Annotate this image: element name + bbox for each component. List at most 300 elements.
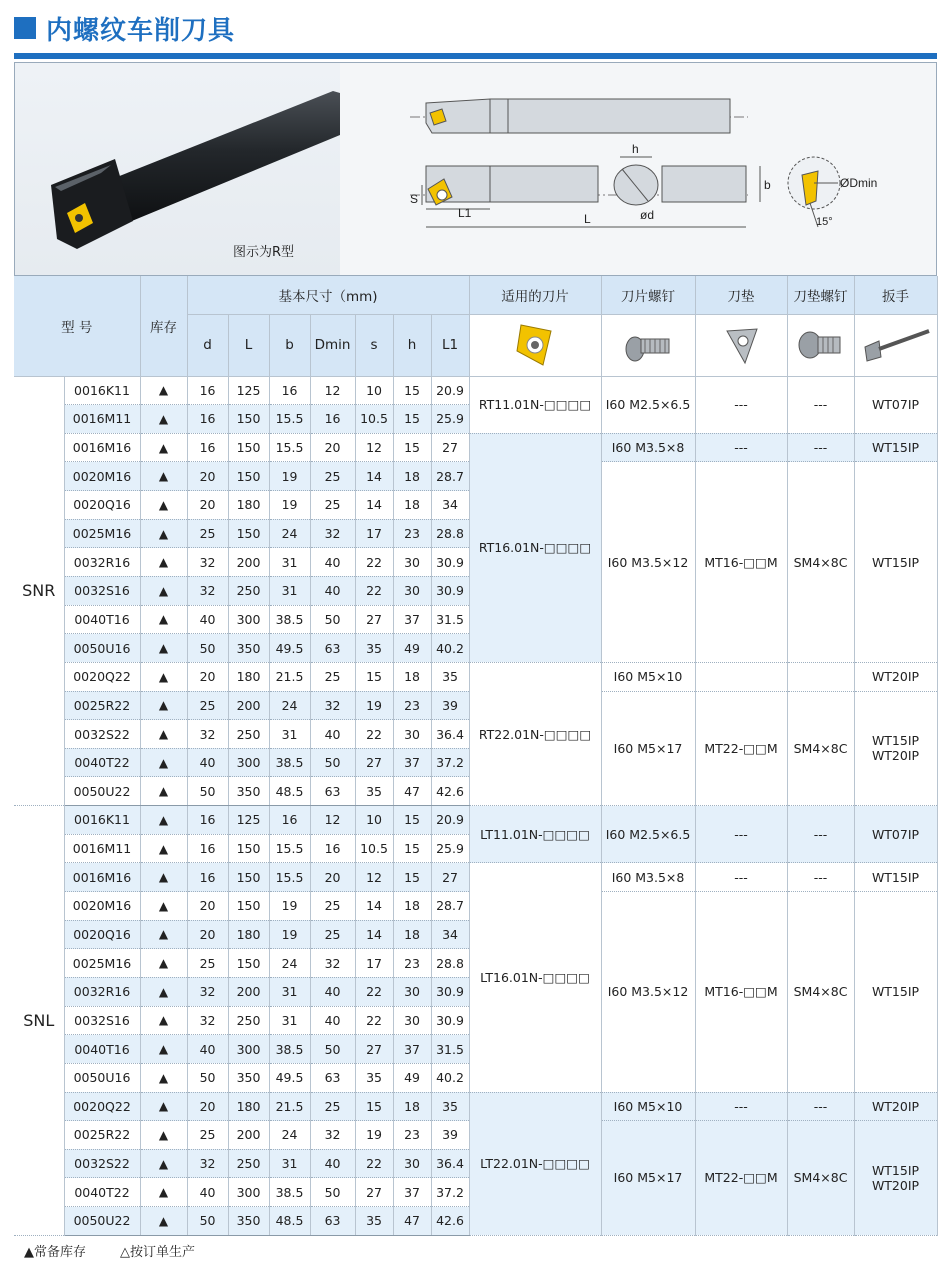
insert-cell: RT16.01N-□□□□	[469, 433, 601, 662]
dim-l1: 36.4	[431, 720, 469, 749]
shim-cell: MT22-□□M	[695, 691, 787, 806]
dim-dmin: 20	[310, 433, 355, 462]
dim-s: 22	[355, 576, 393, 605]
dim-d: 16	[187, 863, 228, 892]
dim-d-label: ød	[640, 208, 655, 222]
dim-l1-label: L1	[458, 206, 472, 220]
dim-b: 31	[269, 977, 310, 1006]
dim-dmin: 32	[310, 691, 355, 720]
model-cell: 0050U22	[64, 777, 140, 806]
stock-cell: ▲	[140, 892, 187, 921]
dim-b: 16	[269, 806, 310, 835]
stock-cell: ▲	[140, 1178, 187, 1207]
col-s: s	[355, 314, 393, 376]
dim-dmin: 63	[310, 634, 355, 663]
dim-h: 47	[393, 1207, 431, 1236]
dim-l: 300	[228, 1035, 269, 1064]
dim-d: 32	[187, 977, 228, 1006]
model-cell: 0025R22	[64, 1121, 140, 1150]
dim-l1: 35	[431, 662, 469, 691]
dim-b: 21.5	[269, 662, 310, 691]
dim-b: 19	[269, 920, 310, 949]
model-cell: 0016M11	[64, 834, 140, 863]
screw-icon	[623, 325, 673, 365]
dim-l: 150	[228, 892, 269, 921]
legend-to-order: △按订单生产	[120, 1245, 195, 1260]
shim-icon	[717, 323, 765, 367]
col-dims-group: 基本尺寸（mm)	[187, 276, 469, 314]
dim-d: 16	[187, 376, 228, 405]
dim-l: 125	[228, 376, 269, 405]
insert-cell: RT11.01N-□□□□	[469, 376, 601, 433]
dim-l1: 20.9	[431, 806, 469, 835]
stock-cell: ▲	[140, 691, 187, 720]
model-cell: 0020Q22	[64, 1092, 140, 1121]
model-cell: 0020Q16	[64, 491, 140, 520]
dim-dmin: 40	[310, 576, 355, 605]
dim-dmin: 25	[310, 662, 355, 691]
photo-caption: 图示为R型	[233, 245, 295, 260]
stock-cell: ▲	[140, 1035, 187, 1064]
dim-d: 50	[187, 634, 228, 663]
shim-screw-cell	[787, 662, 854, 691]
dim-l1: 25.9	[431, 405, 469, 434]
dim-d: 25	[187, 691, 228, 720]
wrench-cell	[854, 1121, 937, 1236]
insert-cell: LT22.01N-□□□□	[469, 1092, 601, 1235]
dim-h: 15	[393, 433, 431, 462]
model-cell: 0040T22	[64, 1178, 140, 1207]
stock-cell: ▲	[140, 376, 187, 405]
stock-cell: ▲	[140, 720, 187, 749]
dim-l: 250	[228, 720, 269, 749]
page-title-bar	[14, 8, 235, 48]
wrench-cell	[854, 691, 937, 806]
dim-d: 16	[187, 834, 228, 863]
dimension-drawing-icon	[340, 63, 936, 275]
page-title: 内螺纹车削刀具	[46, 15, 236, 46]
shim-cell: ---	[695, 1092, 787, 1121]
dim-l: 150	[228, 462, 269, 491]
dim-dmin: 63	[310, 1207, 355, 1236]
col-l1: L1	[431, 314, 469, 376]
dim-dmin: 40	[310, 720, 355, 749]
shim-screw-cell: ---	[787, 1092, 854, 1121]
dim-b: 15.5	[269, 405, 310, 434]
dim-l1: 42.6	[431, 777, 469, 806]
dim-b: 38.5	[269, 748, 310, 777]
dim-h: 15	[393, 863, 431, 892]
shim-screw-cell: ---	[787, 433, 854, 462]
dim-s: 14	[355, 892, 393, 921]
dim-b: 38.5	[269, 605, 310, 634]
dim-dmin: 50	[310, 1178, 355, 1207]
dim-l1: 28.8	[431, 949, 469, 978]
product-figure	[14, 62, 937, 276]
stock-cell: ▲	[140, 1149, 187, 1178]
dim-s: 22	[355, 548, 393, 577]
wrench-cell: WT15IP	[854, 892, 937, 1092]
series-snr: SNR	[14, 376, 64, 806]
dim-h: 30	[393, 720, 431, 749]
stock-cell: ▲	[140, 433, 187, 462]
dim-l1: 31.5	[431, 605, 469, 634]
dim-h: 15	[393, 376, 431, 405]
stock-cell: ▲	[140, 491, 187, 520]
dim-dmin: 20	[310, 863, 355, 892]
stock-cell: ▲	[140, 748, 187, 777]
dim-l: 150	[228, 949, 269, 978]
screw-cell: I60 M5×10	[601, 1092, 695, 1121]
dim-l1: 36.4	[431, 1149, 469, 1178]
dim-s: 12	[355, 863, 393, 892]
dim-h: 18	[393, 892, 431, 921]
wrench-cell: WT07IP	[854, 806, 937, 863]
shim-screw-cell: ---	[787, 863, 854, 892]
dim-s: 27	[355, 605, 393, 634]
dim-l1: 30.9	[431, 576, 469, 605]
dim-l1: 28.7	[431, 892, 469, 921]
dim-l: 200	[228, 548, 269, 577]
dim-d: 32	[187, 1006, 228, 1035]
dim-b: 38.5	[269, 1035, 310, 1064]
dim-l: 150	[228, 519, 269, 548]
legend-in-stock: ▲常备库存	[24, 1245, 86, 1260]
dim-s: 15	[355, 1092, 393, 1121]
shim-screw-cell: SM4×8C	[787, 462, 854, 662]
insert-image	[469, 314, 601, 376]
dim-s: 15	[355, 662, 393, 691]
dim-d: 32	[187, 548, 228, 577]
dim-b: 49.5	[269, 1063, 310, 1092]
screw-cell: I60 M3.5×12	[601, 462, 695, 662]
model-cell: 0016K11	[64, 376, 140, 405]
dim-l1: 30.9	[431, 548, 469, 577]
dim-h: 23	[393, 519, 431, 548]
dim-b: 24	[269, 519, 310, 548]
dim-s: 14	[355, 462, 393, 491]
screw-cell: I60 M2.5×6.5	[601, 806, 695, 863]
dim-l: 180	[228, 662, 269, 691]
shim-cell: ---	[695, 376, 787, 433]
screw-cell: I60 M5×17	[601, 1121, 695, 1236]
dim-dmin: 50	[310, 1035, 355, 1064]
dim-l: 180	[228, 1092, 269, 1121]
model-cell: 0050U16	[64, 634, 140, 663]
dim-d: 50	[187, 1063, 228, 1092]
stock-cell: ▲	[140, 634, 187, 663]
dim-s: 35	[355, 777, 393, 806]
dim-h: 18	[393, 920, 431, 949]
dim-d: 25	[187, 949, 228, 978]
dim-dmin: 16	[310, 405, 355, 434]
model-cell: 0032R16	[64, 548, 140, 577]
insert-cell: LT11.01N-□□□□	[469, 806, 601, 863]
dim-l1: 37.2	[431, 748, 469, 777]
dim-d: 50	[187, 1207, 228, 1236]
dim-l: 200	[228, 691, 269, 720]
screw-cell: I60 M3.5×8	[601, 433, 695, 462]
dim-l: 250	[228, 576, 269, 605]
model-cell: 0050U16	[64, 1063, 140, 1092]
angle-label: 15°	[816, 216, 833, 228]
model-cell: 0025R22	[64, 691, 140, 720]
dim-d: 16	[187, 405, 228, 434]
wrench-cell: WT15IP	[854, 462, 937, 662]
dim-s: 27	[355, 1035, 393, 1064]
dim-s: 35	[355, 1207, 393, 1236]
dim-dmin: 25	[310, 462, 355, 491]
stock-cell: ▲	[140, 1063, 187, 1092]
dim-s: 10.5	[355, 405, 393, 434]
dim-s: 22	[355, 1149, 393, 1178]
model-cell: 0020Q16	[64, 920, 140, 949]
dim-s-label: S	[410, 192, 419, 206]
screw-cell: I60 M5×10	[601, 662, 695, 691]
stock-cell: ▲	[140, 1006, 187, 1035]
dim-h: 18	[393, 462, 431, 491]
wrench-cell: WT15IP	[854, 433, 937, 462]
dim-h: 30	[393, 548, 431, 577]
dim-h: 18	[393, 491, 431, 520]
dim-h: 18	[393, 662, 431, 691]
dim-dmin: 12	[310, 806, 355, 835]
model-cell: 0025M16	[64, 949, 140, 978]
stock-cell: ▲	[140, 920, 187, 949]
wrench-cell: WT20IP	[854, 1092, 937, 1121]
legend	[24, 1241, 195, 1260]
dim-dmin: 40	[310, 977, 355, 1006]
dim-b: 48.5	[269, 777, 310, 806]
dim-l1: 39	[431, 691, 469, 720]
model-cell: 0016M16	[64, 433, 140, 462]
dim-l: 200	[228, 1121, 269, 1150]
screw-cell: I60 M3.5×8	[601, 863, 695, 892]
stock-cell: ▲	[140, 1092, 187, 1121]
model-cell: 0040T22	[64, 748, 140, 777]
dim-s: 19	[355, 691, 393, 720]
stock-cell: ▲	[140, 806, 187, 835]
dim-d: 32	[187, 1149, 228, 1178]
dim-dmin: 25	[310, 491, 355, 520]
screw-cell: I60 M2.5×6.5	[601, 376, 695, 433]
dim-d: 25	[187, 1121, 228, 1150]
dim-b: 24	[269, 691, 310, 720]
dim-h: 37	[393, 1035, 431, 1064]
dim-dmin: 50	[310, 605, 355, 634]
dim-b: 31	[269, 720, 310, 749]
dim-l1: 30.9	[431, 1006, 469, 1035]
dim-b: 48.5	[269, 1207, 310, 1236]
col-stock: 库存	[140, 276, 187, 376]
dim-l1: 40.2	[431, 634, 469, 663]
col-insert: 适用的刀片	[469, 276, 601, 314]
model-cell: 0032S22	[64, 720, 140, 749]
dim-b: 49.5	[269, 634, 310, 663]
stock-cell: ▲	[140, 462, 187, 491]
dim-l: 180	[228, 920, 269, 949]
dim-dmin: 40	[310, 548, 355, 577]
dim-l1: 35	[431, 1092, 469, 1121]
dim-l1: 28.7	[431, 462, 469, 491]
dim-s: 14	[355, 920, 393, 949]
wrench-icon	[859, 323, 933, 367]
dim-b: 31	[269, 1149, 310, 1178]
dim-d: 40	[187, 748, 228, 777]
spec-table	[14, 276, 938, 1236]
dim-s: 35	[355, 634, 393, 663]
dim-b: 15.5	[269, 863, 310, 892]
col-d: d	[187, 314, 228, 376]
dim-l: 180	[228, 491, 269, 520]
col-shim: 刀垫	[695, 276, 787, 314]
shim-screw-cell: ---	[787, 806, 854, 863]
dim-h: 15	[393, 806, 431, 835]
dim-dmin: 63	[310, 777, 355, 806]
dim-l: 200	[228, 977, 269, 1006]
dim-l: 150	[228, 863, 269, 892]
dim-s: 22	[355, 977, 393, 1006]
shim-screw-cell: ---	[787, 376, 854, 433]
dim-h: 15	[393, 405, 431, 434]
technical-drawing	[340, 63, 936, 275]
dim-dmin: 32	[310, 1121, 355, 1150]
dim-d: 32	[187, 720, 228, 749]
dim-d: 25	[187, 519, 228, 548]
dim-l: 350	[228, 1207, 269, 1236]
shim-image	[695, 314, 787, 376]
dim-l1: 28.8	[431, 519, 469, 548]
model-cell: 0040T16	[64, 605, 140, 634]
insert-icon	[513, 321, 557, 369]
dim-h-label: h	[632, 142, 639, 156]
dim-h: 23	[393, 949, 431, 978]
dim-l1: 34	[431, 491, 469, 520]
model-cell: 0020M16	[64, 892, 140, 921]
dim-d: 20	[187, 491, 228, 520]
stock-cell: ▲	[140, 519, 187, 548]
dim-dmin: 12	[310, 376, 355, 405]
dim-s: 10.5	[355, 834, 393, 863]
dim-dmin: 32	[310, 519, 355, 548]
dim-dmin: 40	[310, 1006, 355, 1035]
dim-dmin: 40	[310, 1149, 355, 1178]
stock-cell: ▲	[140, 662, 187, 691]
col-l: L	[228, 314, 269, 376]
dim-l: 150	[228, 433, 269, 462]
dim-s: 17	[355, 519, 393, 548]
stock-cell: ▲	[140, 834, 187, 863]
shim-cell: MT16-□□M	[695, 892, 787, 1092]
model-cell: 0020M16	[64, 462, 140, 491]
dim-b: 31	[269, 548, 310, 577]
dim-dmin: 63	[310, 1063, 355, 1092]
screw-cell: I60 M3.5×12	[601, 892, 695, 1092]
model-cell: 0016K11	[64, 806, 140, 835]
dim-l: 300	[228, 1178, 269, 1207]
shim-cell: ---	[695, 806, 787, 863]
dim-dmin: 16	[310, 834, 355, 863]
dim-s: 35	[355, 1063, 393, 1092]
dim-d: 16	[187, 433, 228, 462]
model-cell: 0040T16	[64, 1035, 140, 1064]
dim-s: 14	[355, 491, 393, 520]
dim-h: 23	[393, 691, 431, 720]
dim-l: 300	[228, 748, 269, 777]
shim-screw-icon	[796, 325, 846, 365]
dim-l1: 27	[431, 863, 469, 892]
series-snl: SNL	[14, 806, 64, 1236]
dim-d: 32	[187, 576, 228, 605]
dim-s: 27	[355, 748, 393, 777]
dim-l1: 25.9	[431, 834, 469, 863]
dim-d: 20	[187, 462, 228, 491]
wrench-line: WT15IP	[871, 733, 920, 749]
dim-h: 30	[393, 977, 431, 1006]
dim-b: 31	[269, 1006, 310, 1035]
shim-screw-cell: SM4×8C	[787, 1121, 854, 1236]
dim-h: 30	[393, 576, 431, 605]
dim-b: 24	[269, 949, 310, 978]
dim-l: 250	[228, 1149, 269, 1178]
stock-cell: ▲	[140, 777, 187, 806]
dim-b: 31	[269, 576, 310, 605]
dim-d: 16	[187, 806, 228, 835]
wrench-image	[854, 314, 937, 376]
dim-h: 47	[393, 777, 431, 806]
wrench-line: WT15IP	[871, 1162, 920, 1178]
dim-h: 18	[393, 1092, 431, 1121]
stock-cell: ▲	[140, 548, 187, 577]
col-wrench: 扳手	[854, 276, 937, 314]
dim-s: 27	[355, 1178, 393, 1207]
model-cell: 0032R16	[64, 977, 140, 1006]
dim-b: 24	[269, 1121, 310, 1150]
model-cell: 0020Q22	[64, 662, 140, 691]
screw-image	[601, 314, 695, 376]
dim-b: 15.5	[269, 834, 310, 863]
col-shim-screw: 刀垫螺钉	[787, 276, 854, 314]
dim-l: 250	[228, 1006, 269, 1035]
wrench-cell: WT20IP	[854, 662, 937, 691]
model-cell: 0032S16	[64, 1006, 140, 1035]
dim-h: 49	[393, 634, 431, 663]
shim-cell: MT22-□□M	[695, 1121, 787, 1236]
wrench-line: WT20IP	[871, 748, 920, 764]
model-cell: 0016M16	[64, 863, 140, 892]
dim-l1: 20.9	[431, 376, 469, 405]
shim-screw-cell: SM4×8C	[787, 691, 854, 806]
dim-b: 19	[269, 462, 310, 491]
stock-cell: ▲	[140, 949, 187, 978]
dim-s: 10	[355, 806, 393, 835]
dim-dmin: 25	[310, 1092, 355, 1121]
dim-l: 350	[228, 634, 269, 663]
dim-l: 350	[228, 777, 269, 806]
dim-d: 20	[187, 892, 228, 921]
dim-dmin: 25	[310, 892, 355, 921]
dim-l: 300	[228, 605, 269, 634]
dim-l1: 40.2	[431, 1063, 469, 1092]
stock-cell: ▲	[140, 576, 187, 605]
model-cell: 0025M16	[64, 519, 140, 548]
insert-cell: RT22.01N-□□□□	[469, 662, 601, 805]
dim-b-label: b	[764, 178, 771, 192]
dim-s: 17	[355, 949, 393, 978]
wrench-line: WT20IP	[871, 1177, 920, 1193]
dim-s: 12	[355, 433, 393, 462]
shim-screw-cell: SM4×8C	[787, 892, 854, 1092]
